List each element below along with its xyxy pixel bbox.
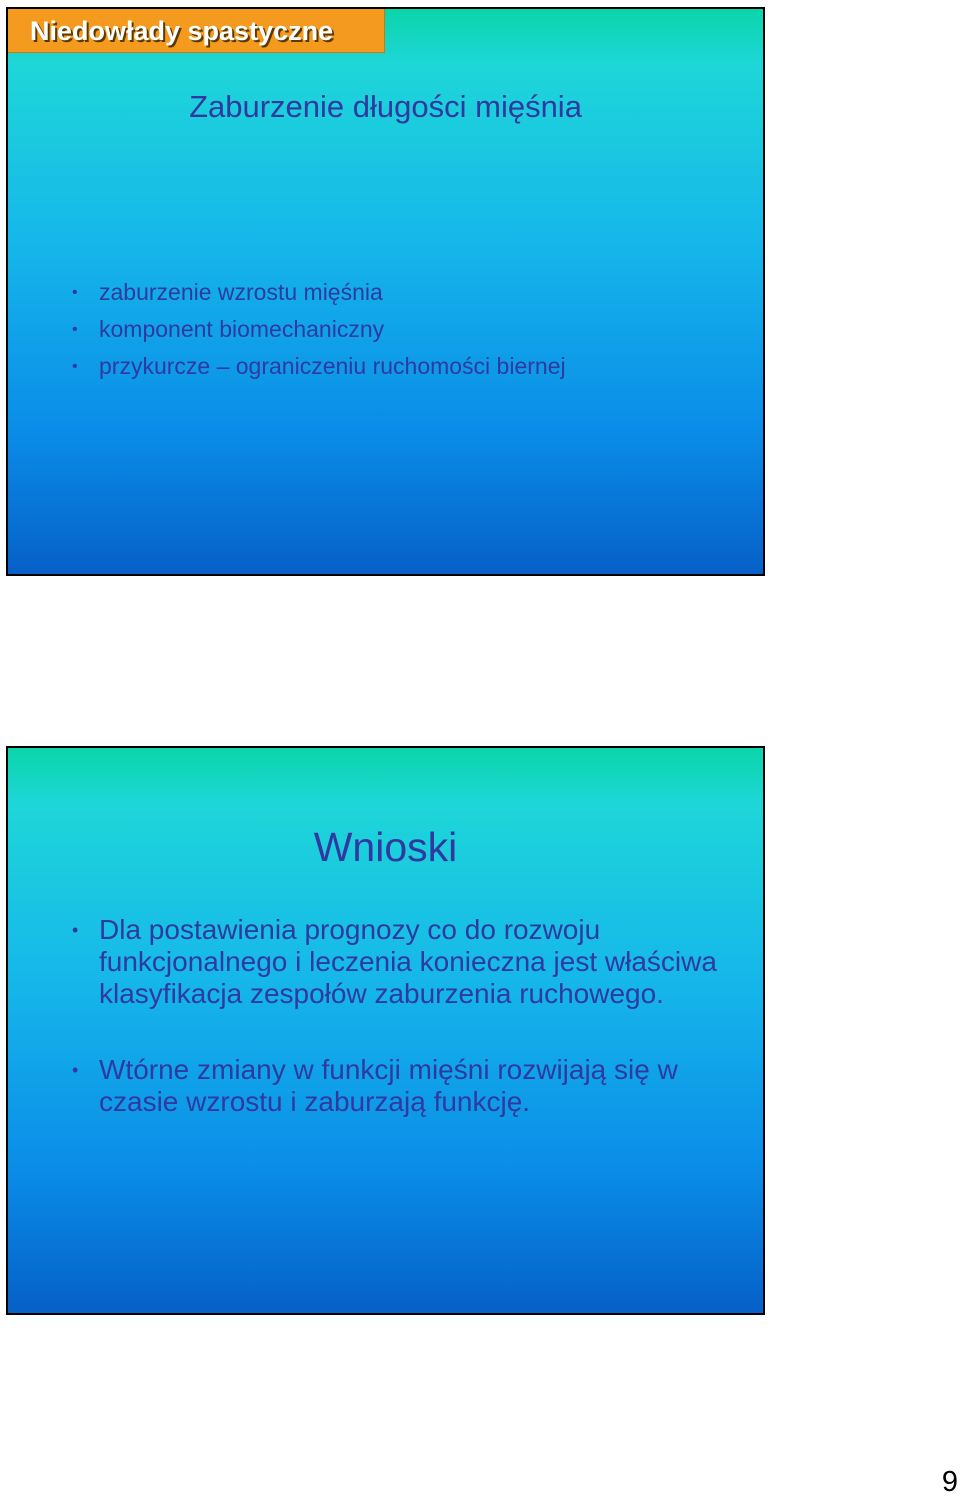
bullet-dot-icon: •	[72, 920, 79, 940]
bullet-text: komponent biomechaniczny	[99, 316, 385, 342]
list-item	[72, 311, 739, 348]
bullet-dot-icon: •	[72, 358, 78, 375]
bullet-text: Wtórne zmiany w funkcji mięśni rozwijają się w czasie wzrostu i zaburzają funkcję.	[99, 1054, 678, 1117]
list-item	[72, 1054, 719, 1118]
bullet-list	[72, 274, 739, 385]
slide-zaburzenie-dlugosci	[6, 7, 765, 576]
page-number: 9	[941, 1466, 958, 1498]
bullet-text: Dla postawienia prognozy co do rozwoju funkcjonalnego i leczenia konieczna jest właściwa klasyfikacja zespołów zaburzenia ruchowego.	[99, 914, 717, 1009]
list-item	[72, 348, 739, 385]
slide-wnioski	[6, 746, 765, 1315]
bullet-dot-icon: •	[72, 321, 78, 338]
bullet-dot-icon: •	[72, 284, 78, 301]
header-tag: Niedowłady spastyczne	[8, 9, 385, 53]
bullet-text: zaburzenie wzrostu mięśnia	[99, 279, 383, 305]
slide-title: Wnioski	[313, 824, 458, 870]
list-item	[72, 914, 719, 1010]
bullet-text: przykurcze – ograniczeniu ruchomości biernej	[99, 353, 566, 379]
slide-title: Zaburzenie długości mięśnia	[189, 89, 582, 124]
list-item	[72, 274, 739, 311]
bullet-dot-icon: •	[72, 1060, 79, 1080]
bullet-list	[72, 914, 719, 1162]
